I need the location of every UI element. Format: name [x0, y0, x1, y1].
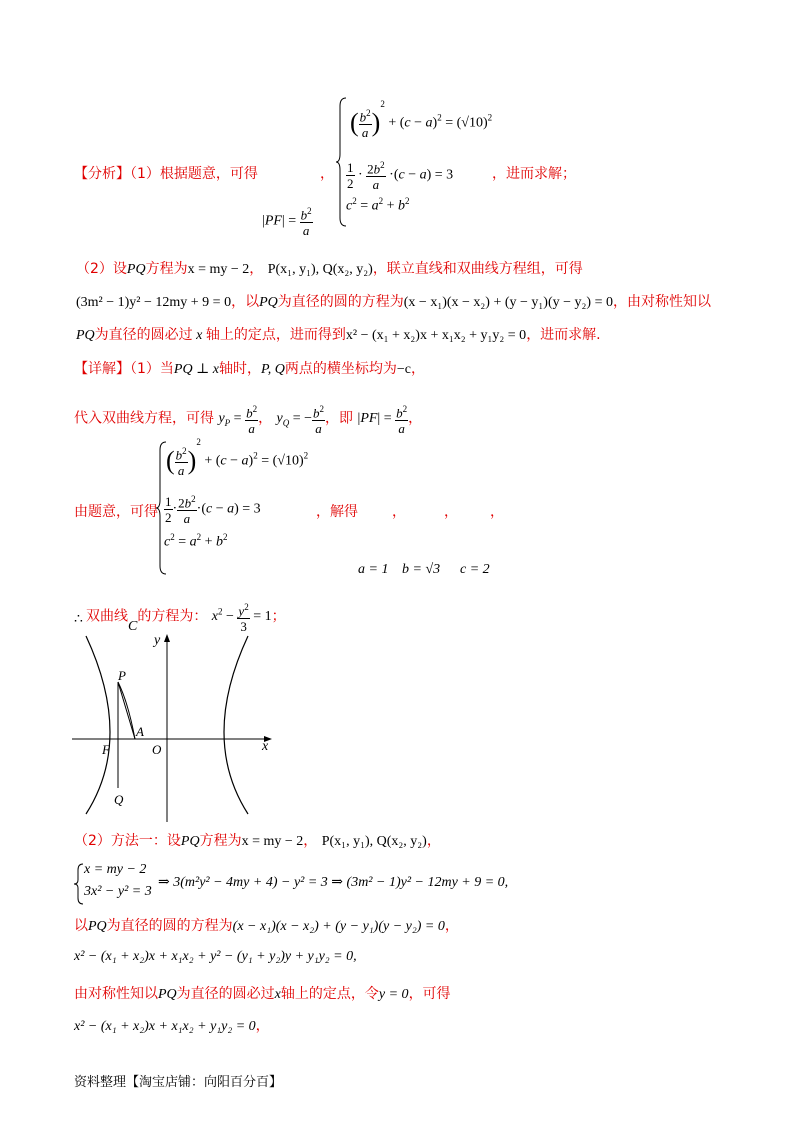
analysis-pq-2: PQ: [259, 295, 278, 310]
analysis-system-1: ( $\frac{b^2}{a}$ )$^2 + (c - a)^2 = (√10)^2$ $\frac{1}{2}$ · $\frac{2b^2}{a}$ ·(c − a) = 3 $c^2 = a^2 + b^2$: [336, 96, 506, 228]
analysis-p2-g: 为直径的圆必过: [94, 327, 193, 343]
detail-yq: $y_Q$ = − $\frac{b^2}{a}$: [276, 404, 325, 437]
label-p: P: [118, 668, 126, 683]
detail-l1-val: −c: [396, 362, 411, 377]
detail-yp: $y_P$ = $\frac{b^2}{a}$: [218, 404, 258, 437]
analysis-p2-b: 方程为: [145, 261, 188, 277]
analysis-p2-h: 轴上的定点，进而得到: [205, 327, 346, 343]
method1-l3-c: ，: [444, 918, 459, 934]
analysis-p2-a: （2）设: [76, 261, 127, 277]
detail-l3-a: 由题意，可得: [74, 504, 158, 520]
analysis-p1-comma: ，: [320, 166, 334, 182]
method1-pq-3: PQ: [158, 987, 177, 1002]
method1-l1-d: ，: [426, 833, 441, 849]
analysis-p2-f: ，由对称性知以: [612, 294, 711, 310]
detail-l1-c: 两点的横坐标均为: [284, 361, 397, 377]
method1-l5-x: x: [274, 987, 281, 1002]
method1-l6-eq: x² − (x₁ + x₂)x + x₁x₂ + y₁y₂ = 0: [74, 1019, 256, 1034]
analysis-p2-i: ，进而求解.: [526, 327, 601, 343]
method1-l5-b: 为直径的圆必过: [176, 986, 275, 1002]
detail-l4-b: 的方程为：: [137, 608, 208, 625]
method1-l1-b: 方程为: [199, 833, 242, 849]
method1-l1-a: （2）方法一：设: [74, 833, 181, 849]
detail-tag: 【详解】: [74, 361, 130, 377]
page-footer: 资料整理【淘宝店铺：向阳百分百】: [74, 1075, 283, 1090]
hyperbola-left-branch: [86, 636, 110, 814]
detail-l2-b: ，: [258, 410, 273, 427]
y-axis-arrow-icon: [164, 634, 170, 642]
method1-sys-result: ⇒ 3(m²y² − 4my + 4) − y² = 3 ⇒ (3m² − 1)y² − 12my + 9 = 0,: [158, 875, 509, 890]
method1-l5-y: y = 0: [378, 987, 409, 1002]
method1-l6-end: ，: [255, 1018, 270, 1034]
detail-l3-b: ，解得: [316, 504, 358, 520]
analysis-p2-points: P(x₁, y₁), Q(x₂, y₂): [267, 262, 373, 277]
analysis-p2-circle: (x − x₁)(x − x₂) + (y − y₁)(y − y₂) = 0: [403, 295, 613, 310]
method1-l5-d: ，可得: [408, 986, 451, 1002]
label-o: O: [152, 742, 162, 757]
detail-l1-pq: P, Q: [260, 362, 285, 377]
brace-icon: [74, 862, 84, 906]
analysis-pf: |PF| = $\frac{b^2}{a}$: [262, 206, 312, 239]
method1-sys-eq1: x = my − 2: [84, 862, 147, 877]
analysis-p1-tail: ，进而求解；: [492, 166, 576, 182]
label-a: A: [136, 724, 144, 739]
analysis-p2-d: ，以: [231, 294, 260, 310]
detail-l1-b: 轴时，: [218, 361, 261, 377]
label-q: Q: [114, 792, 124, 807]
detail-comma-3: ，: [490, 504, 504, 520]
method1-l1-c: ，: [303, 833, 318, 849]
therefore-symbol: ∴: [74, 612, 83, 627]
detail-l2-d: ，: [408, 410, 423, 427]
method1-line: x = my − 2: [241, 834, 304, 849]
detail-l1-a: （1）当: [130, 361, 174, 377]
hyperbola-figure: [72, 632, 282, 822]
method1-l5-a: 由对称性知以: [74, 986, 158, 1002]
analysis-pq-3: PQ: [76, 328, 95, 343]
method1-sys-eq2: 3x² − y² = 3: [84, 884, 152, 899]
curve-c: C: [128, 619, 138, 635]
detail-pf: |PF| = $\frac{b^2}{a}$: [357, 404, 408, 437]
method1-circle: (x − x₁)(x − x₂) + (y − y₁)(y − y₂) = 0: [232, 919, 445, 934]
detail-l4-a: 双曲线: [86, 608, 128, 625]
detail-comma-2: ，: [444, 504, 458, 520]
method1-pq: PQ: [180, 834, 200, 849]
method1-l4-eq: x² − (x₁ + x₂)x + x₁x₂ + y² − (y₁ + y₂)y + y₁y₂ = 0,: [74, 949, 357, 964]
method1-l3-b: 为直径的圆的方程为: [106, 918, 233, 934]
analysis-p1-lead: （1）根据题意，可得: [130, 166, 258, 182]
detail-comma-1: ，: [392, 504, 406, 520]
answer-a: a = 1: [358, 562, 389, 577]
analysis-p2-e: 为直径的圆的方程为: [277, 294, 404, 310]
detail-system: ( $\frac{b^2}{a}$ )$^2 + (c - a)^2 = (√10)^2$ $\frac{1}{2}$ · $\frac{2b^2}{a}$ ·(c − a) = 3 $c^2 = a^2 + b^2$: [156, 440, 316, 576]
label-x: x: [262, 739, 269, 754]
analysis-p2-eq: (3m² − 1)y² − 12my + 9 = 0: [76, 295, 232, 310]
detail-l2-c: ，即: [325, 410, 354, 427]
analysis-p2-line: x = my − 2: [187, 262, 250, 277]
hyperbola-right-branch: [224, 636, 248, 814]
analysis-p2-c: ，联立直线和双曲线方程组，可得: [372, 261, 583, 277]
method1-system: [74, 862, 774, 906]
analysis-tag: 【分析】: [74, 166, 130, 182]
label-y: y: [154, 633, 161, 648]
analysis-p2-fixed: x² − (x₁ + x₂)x + x₁x₂ + y₁y₂ = 0: [345, 328, 527, 343]
analysis-pq: PQ: [126, 262, 146, 277]
label-f: F: [102, 742, 110, 757]
answer-b: b = √3: [402, 562, 441, 577]
detail-l1-cond: PQ ⊥ x: [173, 362, 219, 377]
detail-l1-d: ，: [410, 361, 425, 377]
method1-pq-2: PQ: [88, 919, 107, 934]
segment-pa-2: [118, 682, 135, 739]
method1-l3-a: 以: [74, 918, 88, 934]
answer-c: c = 2: [460, 562, 490, 577]
method1-l5-c: 轴上的定点，令: [280, 986, 379, 1002]
method1-points: P(x₁, y₁), Q(x₂, y₂): [321, 834, 427, 849]
detail-l4-end: ；: [271, 608, 286, 625]
detail-l2-a: 代入双曲线方程，可得: [74, 410, 214, 427]
detail-l4-eq: $x^2$ − $\frac{y^2}{3}$ = 1: [211, 602, 272, 635]
